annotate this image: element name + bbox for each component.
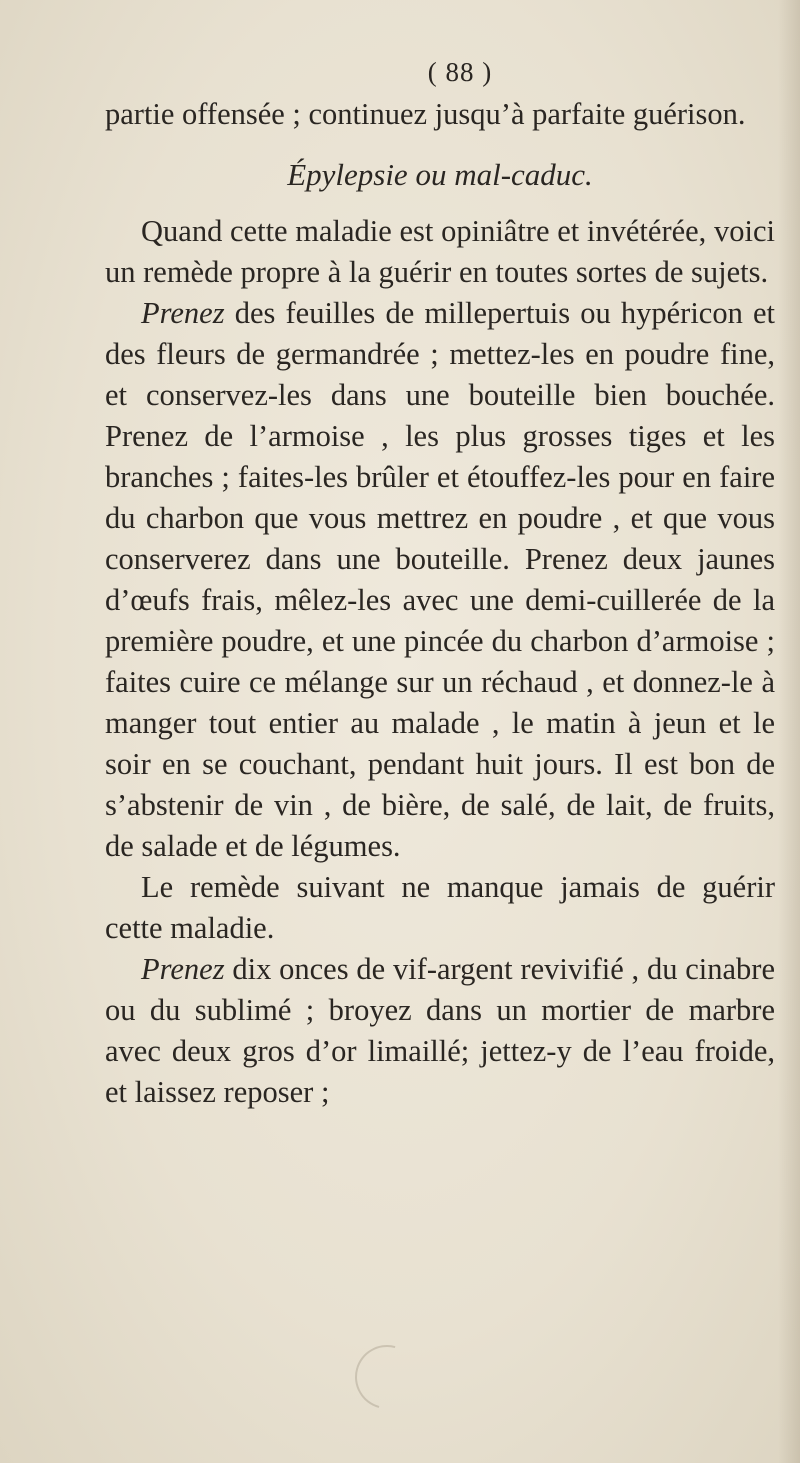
transition-paragraph: Le remède suivant ne manque jamais de guérir cette maladie. <box>105 870 775 945</box>
continuation-paragraph: partie offensée ; continuez jusqu’à parfaite guérison. <box>105 97 746 131</box>
page-edge-shadow <box>778 0 800 1463</box>
recipe-lead-word: Prenez <box>141 296 225 330</box>
recipe-paragraph-1 <box>105 293 775 867</box>
recipe-lead-word-2: Prenez <box>141 952 225 986</box>
text-block <box>105 50 775 1113</box>
paper-mark <box>343 1333 430 1420</box>
intro-paragraph: Quand cette maladie est opiniâtre et invétérée, voici un remède propre à la guérir en toutes sortes de sujets. <box>105 214 775 289</box>
page-number: ( 88 ) <box>427 57 493 87</box>
recipe-text-2: dix onces de vif-argent revivifié , du cinabre ou du sublimé ; broyez dans un mortier de marbre avec deux gros d’or limaillé; jettez-y de l’eau froide, et laissez reposer ; <box>105 952 775 1109</box>
body-text <box>105 94 775 1113</box>
section-heading: Épylepsie ou mal-caduc. <box>287 157 593 192</box>
recipe-text-1: des feuilles de millepertuis ou hypéricon et des fleurs de germandrée ; mettez-les en poudre fine, et conservez-les dans une bouteille bien bouchée. Prenez de l’armoise , les plus grosses tiges et les branches ; faites-les brûler et étouffez-les pour en faire du charbon que vous mettrez en poudre , et que vous conserverez dans une bouteille. Prenez deux jaunes d’œufs frais, mêlez-les avec une demi-cuillerée de la première poudre, et une pincée du charbon d’armoise ; faites cuire ce mélange sur un réchaud , et donnez-le à manger tout entier au malade , le matin à jeun et le soir en se couchant, pendant huit jours. Il est bon de s’abstenir de vin , de bière, de salé, de lait, de fruits, de salade et de légumes. <box>105 296 775 863</box>
recipe-paragraph-2 <box>105 949 775 1113</box>
